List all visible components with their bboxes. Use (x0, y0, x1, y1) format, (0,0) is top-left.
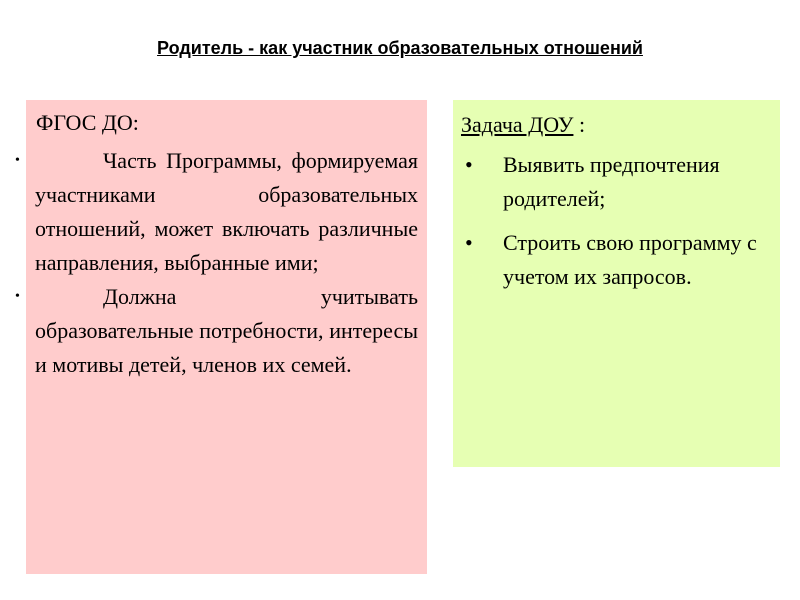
bullet-icon: • (15, 153, 20, 168)
list-item (15, 280, 418, 382)
fgos-panel (15, 100, 427, 574)
bullet-icon: • (465, 230, 473, 255)
dou-task-heading (461, 112, 585, 138)
fgos-list (15, 144, 418, 382)
slide-title: Родитель - как участник образовательных отношений (157, 38, 643, 58)
list-item (465, 226, 775, 294)
list-item-text: Выявить предпочтения родителей; (503, 152, 720, 211)
list-item (15, 144, 418, 280)
fgos-heading: ФГОС ДО: (36, 110, 139, 135)
list-item-text: Должна учитывать образовательные потребности, интересы и мотивы детей, членов их семей. (35, 284, 418, 377)
list-item-text: Часть Программы, формируемая участниками образовательных отношений, может включать различные направления, выбранные ими; (35, 148, 418, 275)
bullet-icon: • (465, 152, 473, 177)
dou-task-heading-suffix: : (573, 112, 586, 137)
list-item-text: Строить свою программу с учетом их запросов. (503, 230, 757, 289)
list-item (465, 148, 775, 216)
bullet-icon: • (15, 289, 20, 304)
dou-task-list (465, 148, 775, 304)
dou-task-heading-label: Задача ДОУ (461, 112, 574, 137)
dou-task-panel (453, 100, 780, 467)
